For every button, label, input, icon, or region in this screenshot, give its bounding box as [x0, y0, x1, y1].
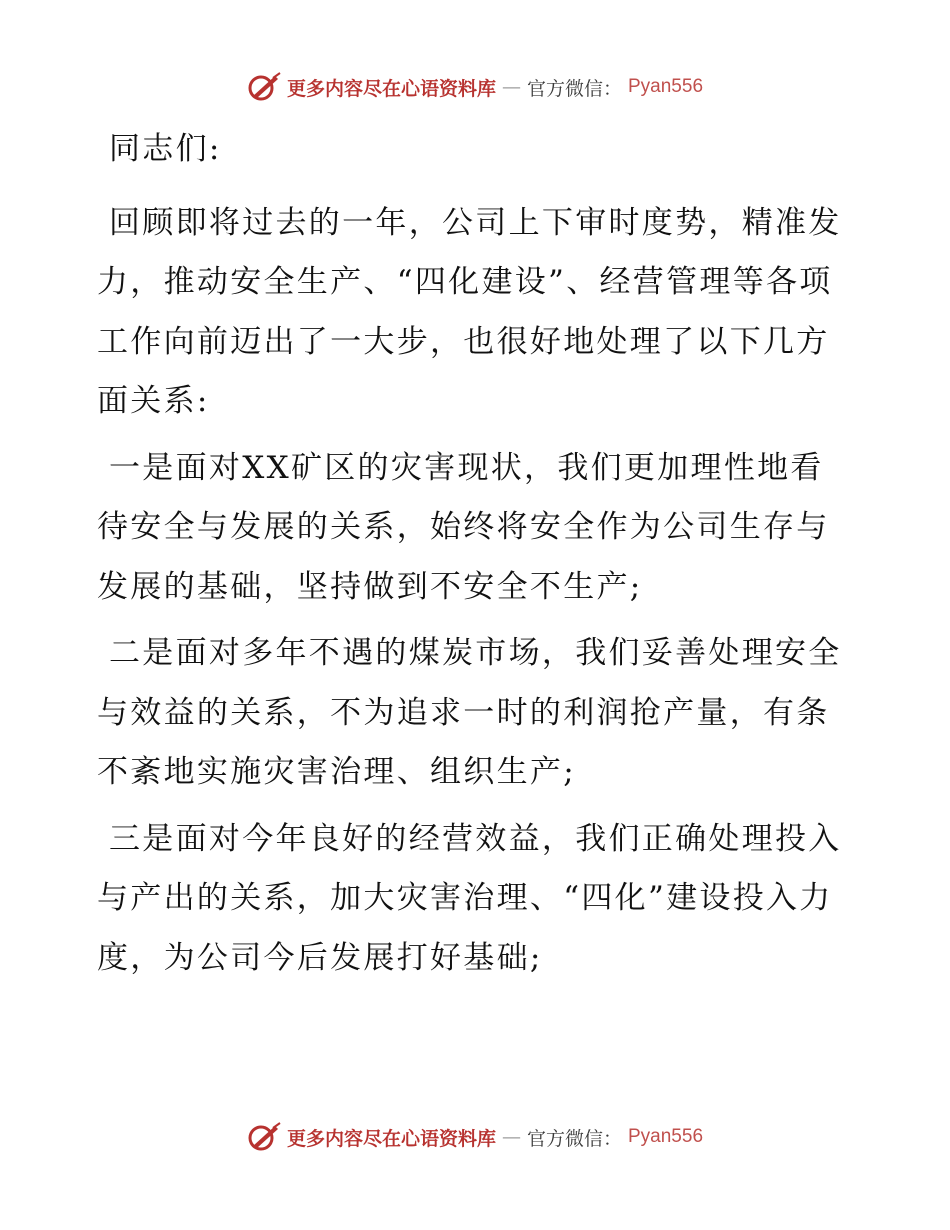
- watermark-dash: —: [501, 76, 521, 98]
- watermark-official-label: 官方微信：: [526, 1127, 622, 1150]
- greeting: 同志们:: [109, 131, 222, 167]
- quill-logo-icon: [247, 1122, 281, 1152]
- paragraph-intro: 回顾即将过去的一年，公司上下审时度势，精准发力，推动安全生产、“四化建设”、经营管理等各项工作向前迈出了一大步，也很好地处理了以下几方面关系:: [97, 204, 842, 419]
- paragraph-point-two: 二是面对多年不遇的煤炭市场，我们妥善处理安全与效益的关系，不为追求一时的利润抢产量，有条不紊地实施灾害治理、组织生产;: [97, 635, 842, 790]
- watermark-text: 更多内容尽在心语资料库: [286, 1127, 496, 1150]
- document-body: [97, 120, 857, 995]
- watermark-text: 更多内容尽在心语资料库: [286, 77, 496, 100]
- watermark-wechat-id: Pyan556: [628, 76, 704, 97]
- paragraph-point-one: 一是面对XX矿区的灾害现状，我们更加理性地看待安全与发展的关系，始终将安全作为公司生存与发展的基础，坚持做到不安全不生产;: [97, 449, 830, 605]
- watermark-official-label: 官方微信：: [526, 77, 622, 100]
- footer-watermark: [0, 1122, 950, 1152]
- watermark-dash: —: [501, 1126, 521, 1148]
- paragraph-point-three: 三是面对今年良好的经营效益，我们正确处理投入与产出的关系，加大灾害治理、“四化”建设投入力度，为公司今后发展打好基础;: [97, 820, 842, 976]
- header-watermark: [0, 72, 950, 102]
- quill-logo-icon: [247, 72, 281, 102]
- watermark-wechat-id: Pyan556: [628, 1126, 704, 1147]
